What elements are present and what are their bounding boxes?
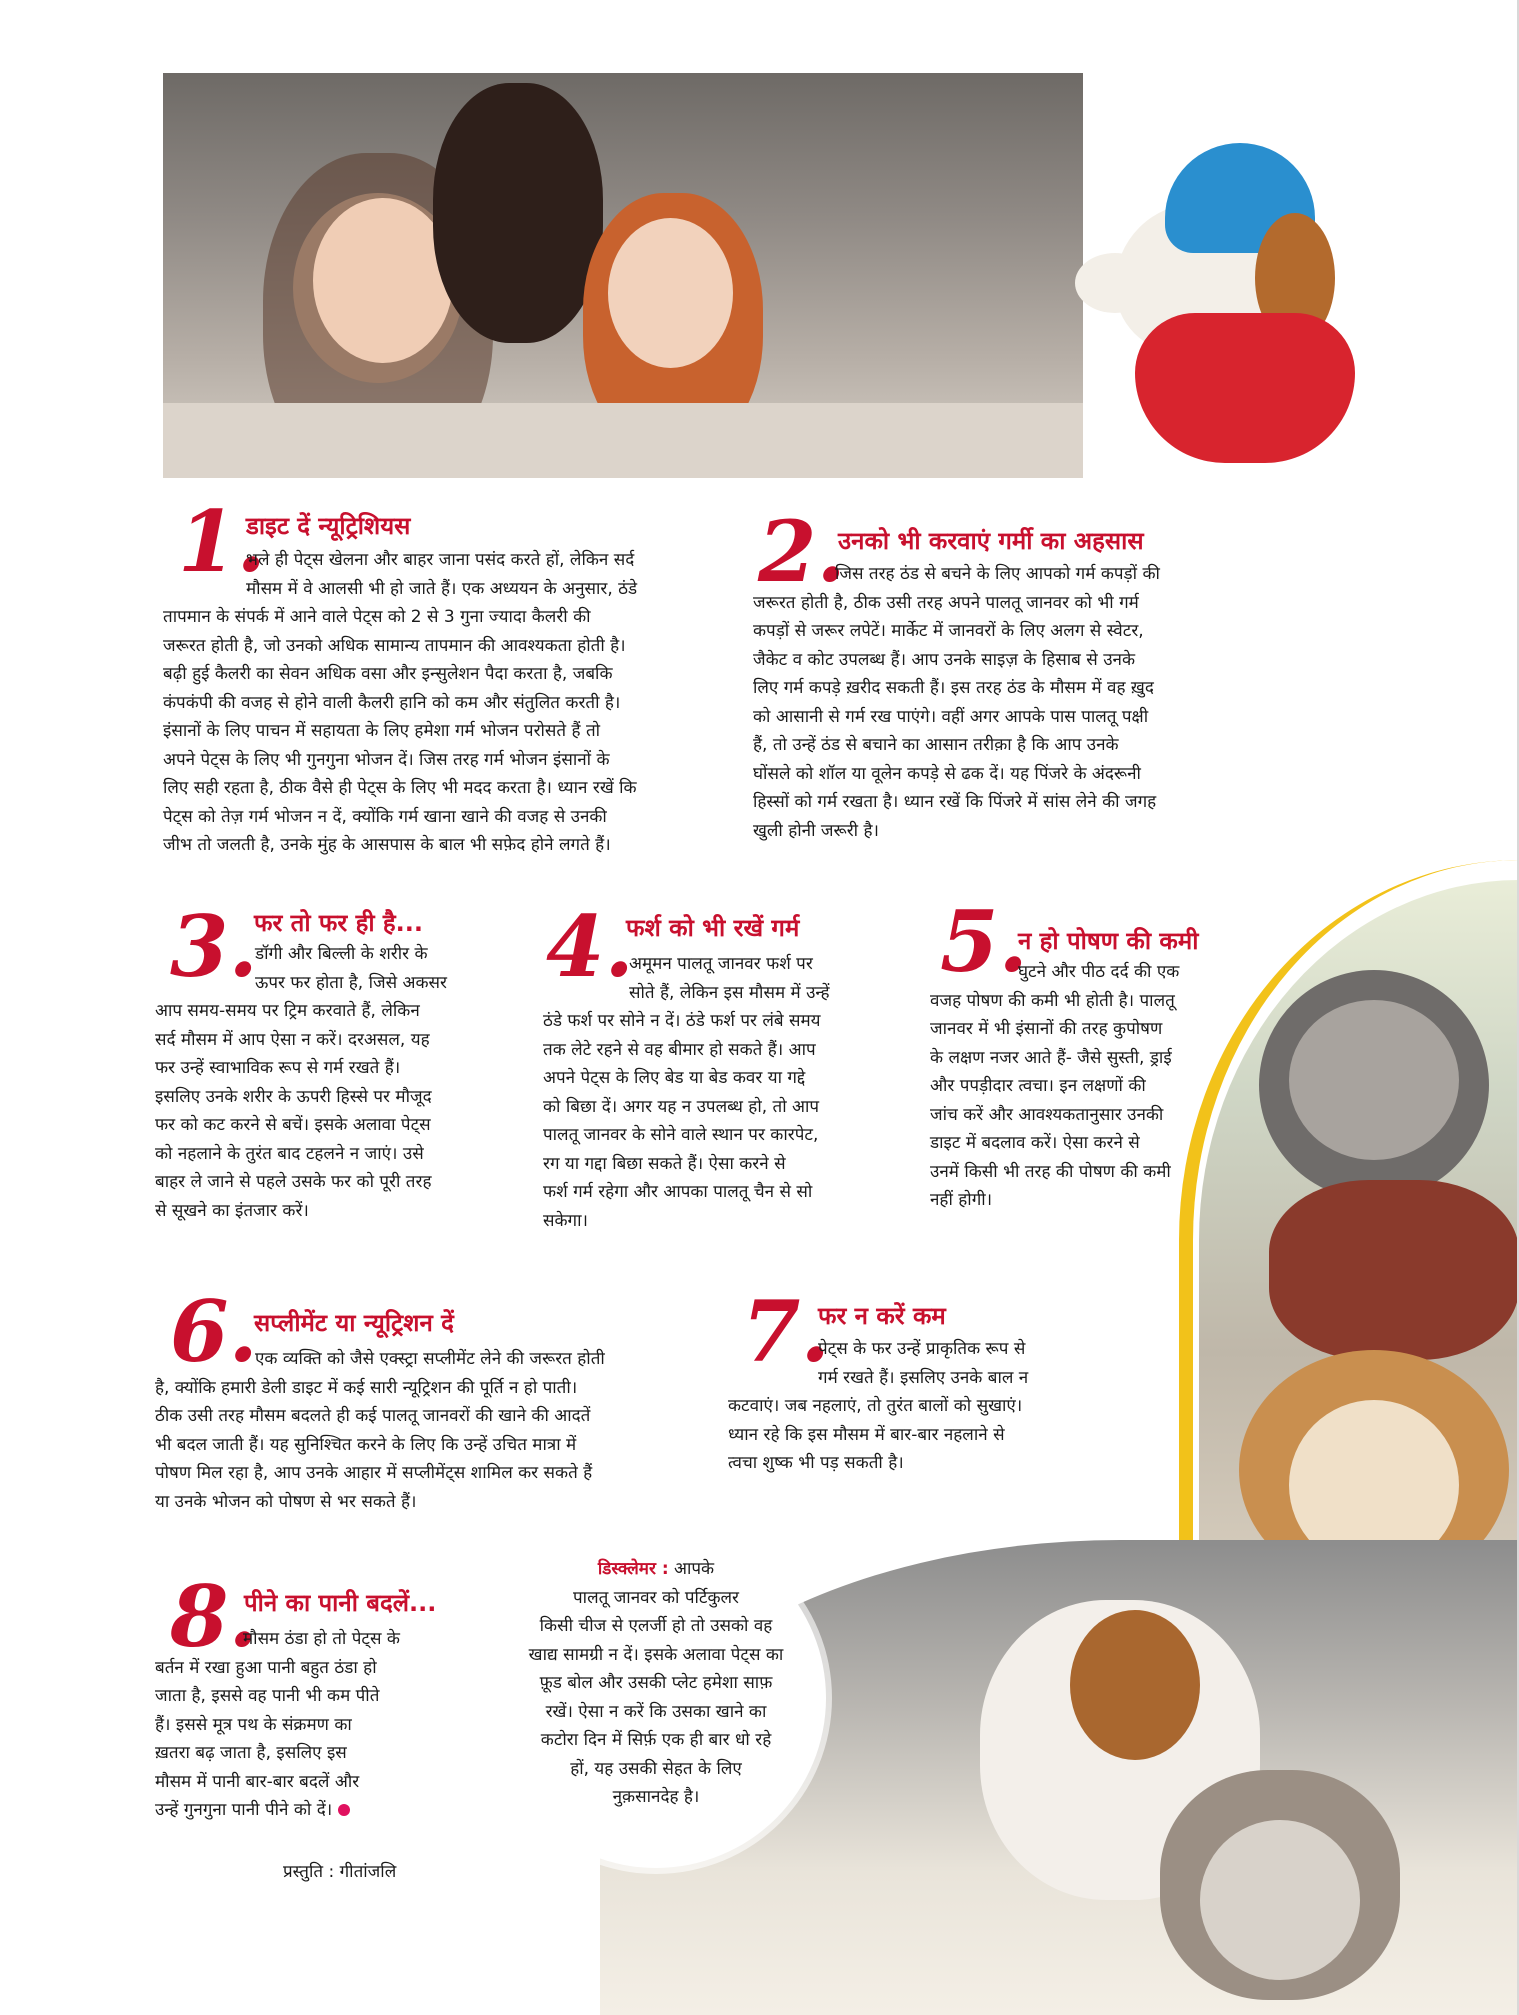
section-number: 4. bbox=[546, 897, 634, 996]
section-heading: पीने का पानी बदलें... bbox=[244, 1589, 437, 1617]
section-number: 7. bbox=[742, 1282, 830, 1381]
section-heading: न हो पोषण की कमी bbox=[1018, 927, 1199, 955]
hero-photo-family-with-dog bbox=[163, 73, 1083, 478]
section-body: जिस तरह ठंड से बचने के लिए आपको गर्म कपड़ों की जरूरत होती है, ठीक उसी तरह अपने पालतू जानवर को भी गर्म कपड़ों से जरूर लपेटें। मार्केट में जानवरों के लिए अलग से स्वेटर, जैकेट व कोट उपलब्ध हैं। आप उनके साइज़ के हिसाब से उनके लिए गर्म कपड़े ख़रीद सकती हैं। इस तरह ठंड के मौसम में वह ख़ुद को आसानी से गर्म रख पाएंगे। वहीं अगर आपके पास पालतू पक्षी हैं, तो उन्हें ठंड से बचाने का आसान तरीक़ा है कि आप उनके घोंसले को शॉल या वूलेन कपड़े से ढक दें। यह पिंजरे के अंदरूनी हिस्सों को गर्म रखता है। ध्यान रखें कि पिंजरे में सांस लेने की जगह खुली होनी जरूरी है। bbox=[753, 564, 1160, 841]
section-number: 8. bbox=[170, 1567, 258, 1666]
end-mark-dot-icon bbox=[338, 1804, 350, 1816]
section-body: एक व्यक्ति को जैसे एक्स्ट्रा सप्लीमेंट लेने की जरूरत होती है, क्योंकि हमारी डेली डाइट में कई सारी न्यूट्रिशन की पूर्ति न हो पाती। ठीक उसी तरह मौसम बदलते ही कई पालतू जानवरों की खाने की आदतें भी बदल जाती हैं। यह सुनिश्चित करने के लिए कि उन्हें उचित मात्रा में पोषण मिल रहा है, आप उनके आहार में सप्लीमेंट्स शामिल कर सकते हैं या उनके भोजन को पोषण से भर सकते हैं। bbox=[155, 1349, 605, 1512]
section-body: डॉगी और बिल्ली के शरीर के ऊपर फर होता है, जिसे अकसर आप समय-समय पर ट्रिम करवाते हैं, लेकिन सर्द मौसम में आप ऐसा न करें। दरअसल, यह फर उन्हें स्वाभाविक रूप से गर्म रखते हैं। इसलिए उनके शरीर के ऊपरी हिस्से पर मौजूद फर को कट करने से बचें। इसके अलावा पेट्स को नहलाने के तुरंत बाद टहलने न जाएं। उसे बाहर ले जाने से पहले उसके फर को पूरी तरह से सूखने का इंतजार करें। bbox=[155, 944, 447, 1221]
section-body: अमूमन पालतू जानवर फर्श पर सोते हैं, लेकिन इस मौसम में उन्हें ठंडे फर्श पर सोने न दें। ठंडे फर्श पर लंबे समय तक लेटे रहने से वह बीमार हो सकते हैं। आप अपने पेट्स के लिए बेड या बेड कवर या गद्दे को बिछा दें। अगर यह न उपलब्ध हो, तो आप पालतू जानवर के सोने वाले स्थान पर कारपेट, रग या गद्दा बिछा सकते हैं। ऐसा करने से फर्श गर्म रहेगा और आपका पालतू चैन से सो सकेगा। bbox=[543, 954, 830, 1231]
disclaimer-label: डिस्क्लेमर : bbox=[597, 1559, 669, 1579]
section-body: पेट्स के फर उन्हें प्राकृतिक रूप से गर्म रखते हैं। इसलिए उनके बाल न कटवाएं। जब नहलाएं, तो तुरंत बालों को सुखाएं। ध्यान रहे कि इस मौसम में बार-बार नहलाने से त्वचा शुष्क भी पड़ सकती है। bbox=[728, 1339, 1029, 1473]
section-body: घुटने और पीठ दर्द की एक वजह पोषण की कमी भी होती है। पालतू जानवर में भी इंसानों की तरह कुपोषण के लक्षण नजर आते हैं- जैसे सुस्ती, ड्राई और पपड़ीदार त्वचा। इन लक्षणों की जांच करें और आवश्यकतानुसार उनकी डाइट में बदलाव करें। ऐसा करने से उनमें किसी भी तरह की पोषण की कमी नहीं होगी। bbox=[930, 962, 1180, 1210]
section-body: भले ही पेट्स खेलना और बाहर जाना पसंद करते हों, लेकिन सर्द मौसम में वे आलसी भी हो जाते हैं। एक अध्ययन के अनुसार, ठंडे तापमान के संपर्क में आने वाले पेट्स को 2 से 3 गुना ज्यादा कैलरी की जरूरत होती है, जो उनको अधिक सामान्य तापमान की आवश्यकता होती है। बढ़ी हुई कैलरी का सेवन अधिक वसा और इन्सुलेशन पैदा करता है, जबकि कंपकंपी की वजह से होने वाली कैलरी हानि को कम और संतुलित करती है। इंसानों के लिए पाचन में सहायता के लिए हमेशा गर्म भोजन परोसते हैं तो अपने पेट्स के लिए भी गुनगुना भोजन दें। जिस तरह गर्म भोजन इंसानों के लिए सही रहता है, ठीक वैसे ही पेट्स के लिए भी मदद करता है। ध्यान रखें कि पेट्स को तेज़ गर्म भोजन न दें, क्योंकि गर्म खाना खाने की वजह से उनकी जीभ तो जलती है, उनके मुंह के आसपास के बाल भी सफ़ेद होने लगते हैं। bbox=[163, 550, 638, 855]
section-heading: डाइट दें न्यूट्रिशियस bbox=[246, 512, 411, 540]
section-number: 6. bbox=[170, 1282, 258, 1381]
section-number: 1. bbox=[178, 492, 266, 591]
credit-line: प्रस्तुति : गीतांजलि bbox=[283, 1862, 397, 1882]
section-number: 3. bbox=[170, 897, 258, 996]
section-heading: सप्लीमेंट या न्यूट्रिशन दें bbox=[254, 1309, 454, 1337]
dog-in-hat-and-scarf-photo bbox=[1075, 73, 1435, 478]
section-number: 5. bbox=[940, 892, 1028, 991]
section-heading: फर न करें कम bbox=[818, 1302, 946, 1330]
section-heading: फर तो फर ही है... bbox=[254, 909, 424, 937]
disclaimer-text: डिस्क्लेमर : आपके पालतू जानवर को पर्टिकुलर किसी चीज से एलर्जी हो तो उसको वह खाद्य सामग्री न दें। इसके अलावा पेट्स का फ़ूड बोल और उसकी प्लेट हमेशा साफ़ रखें। ऐसा न करें कि उसका खाने का कटोरा दिन में सिर्फ़ एक ही बार धो रहे हों, यह उसकी सेहत के लिए नुक़सानदेह है। bbox=[528, 1559, 784, 1807]
section-heading: उनको भी करवाएं गर्मी का अहसास bbox=[838, 527, 1144, 555]
section-number: 2. bbox=[758, 502, 846, 601]
section-heading: फर्श को भी रखें गर्म bbox=[626, 914, 800, 942]
section-body: मौसम ठंडा हो तो पेट्स के बर्तन में रखा हुआ पानी बहुत ठंडा हो जाता है, इससे वह पानी भी कम पीते हैं। इससे मूत्र पथ के संक्रमण का ख़तरा बढ़ जाता है, इसलिए इस मौसम में पानी बार-बार बदलें और उन्हें गुनगुना पानी पीने को दें। bbox=[155, 1629, 400, 1820]
